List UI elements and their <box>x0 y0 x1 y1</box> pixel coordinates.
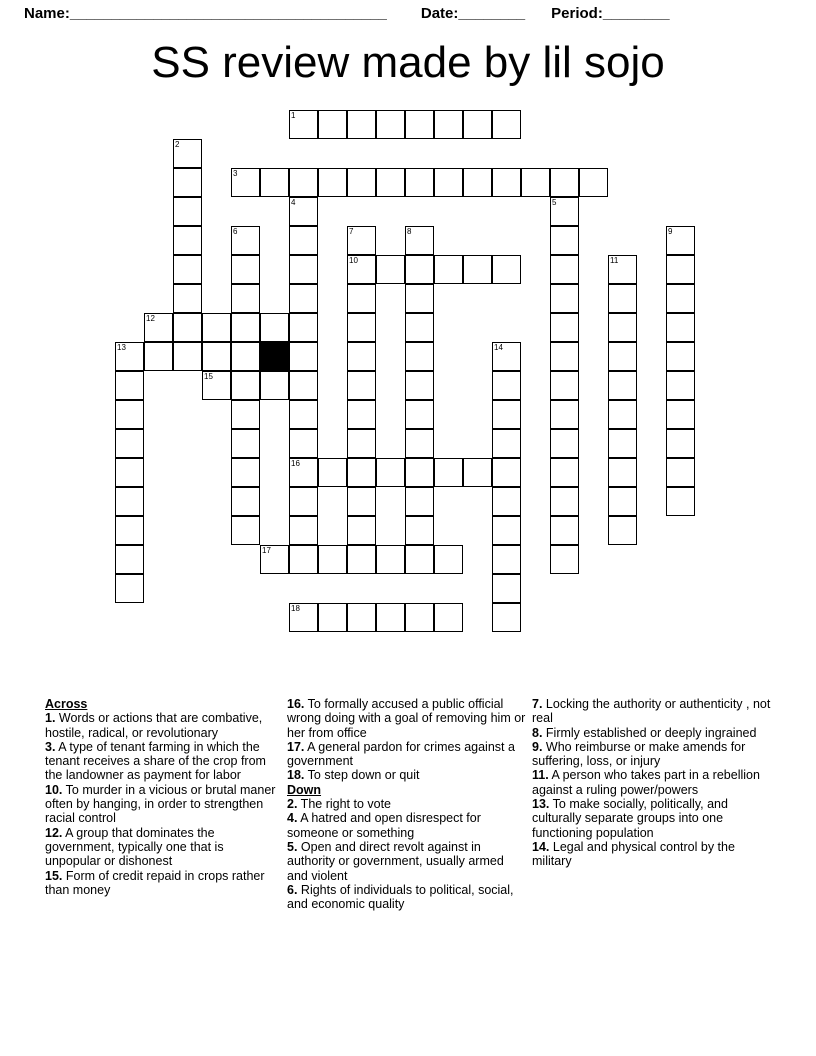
date-blank[interactable]: ________ <box>458 4 526 22</box>
grid-cell[interactable] <box>666 371 695 400</box>
clue-number: 10. <box>45 782 63 797</box>
clue-item: 2. The right to vote <box>287 797 392 812</box>
clue-item: 5. Open and direct revolt against in authority or government, usually armed and violent <box>287 839 504 883</box>
grid-cell[interactable] <box>144 313 173 342</box>
grid-cell[interactable] <box>434 110 463 139</box>
clue-number: 14. <box>532 839 550 854</box>
grid-cell-number: 3 <box>233 169 238 178</box>
grid-cell[interactable] <box>608 516 637 545</box>
grid-cell[interactable] <box>550 516 579 545</box>
grid-cell[interactable] <box>347 487 376 516</box>
grid-cell[interactable] <box>202 371 231 400</box>
grid-cell[interactable] <box>173 226 202 255</box>
grid-cell[interactable] <box>550 371 579 400</box>
clue-item: 17. A general pardon for crimes against a government <box>287 739 515 769</box>
grid-cell[interactable] <box>318 603 347 632</box>
grid-cell[interactable] <box>405 516 434 545</box>
grid-cell[interactable] <box>405 545 434 574</box>
grid-cell[interactable] <box>260 545 289 574</box>
across-heading: Across <box>45 697 88 711</box>
grid-cell[interactable] <box>492 545 521 574</box>
clue-item: 8. Firmly established or deeply ingrained <box>532 725 757 740</box>
grid-cell[interactable] <box>579 168 608 197</box>
grid-cell[interactable] <box>144 342 173 371</box>
name-blank[interactable]: ______________________________________ <box>69 4 387 22</box>
grid-cell[interactable] <box>463 255 492 284</box>
grid-cell[interactable] <box>666 313 695 342</box>
clue-item: 11. A person who takes part in a rebellion against a ruling power/powers <box>532 768 760 797</box>
grid-cell[interactable] <box>202 342 231 371</box>
grid-cell[interactable] <box>434 458 463 487</box>
grid-cell[interactable] <box>608 458 637 487</box>
grid-cell[interactable] <box>318 458 347 487</box>
grid-cell[interactable] <box>405 429 434 458</box>
clue-number: 11. <box>532 768 549 783</box>
grid-cell[interactable] <box>260 313 289 342</box>
grid-cell-number: 11 <box>610 256 619 265</box>
grid-cell[interactable] <box>347 226 376 255</box>
down-heading: Down <box>287 782 322 797</box>
grid-cell[interactable] <box>434 168 463 197</box>
grid-cell[interactable] <box>608 313 637 342</box>
grid-cell[interactable] <box>115 400 144 429</box>
grid-cell[interactable] <box>550 168 579 197</box>
grid-cell[interactable] <box>231 458 260 487</box>
grid-cell[interactable] <box>115 371 144 400</box>
grid-cell[interactable] <box>231 313 260 342</box>
grid-cell[interactable] <box>666 429 695 458</box>
period-label: Period: <box>551 4 603 22</box>
grid-cell[interactable] <box>115 574 144 603</box>
grid-cell[interactable] <box>550 342 579 371</box>
grid-cell[interactable] <box>289 226 318 255</box>
grid-cell[interactable] <box>492 458 521 487</box>
grid-cell[interactable] <box>666 487 695 516</box>
clue-number: 16. <box>287 697 305 711</box>
grid-cell-blocked <box>260 342 289 371</box>
clue-number: 12. <box>45 825 63 840</box>
clue-item: 13. To make socially, politically, and culturally separate groups into one functioning population <box>532 797 728 840</box>
student-info-header <box>0 0 816 26</box>
grid-cell[interactable] <box>550 255 579 284</box>
grid-cell[interactable] <box>289 110 318 139</box>
clue-item: 18. To step down or quit <box>287 768 420 783</box>
grid-cell[interactable] <box>463 168 492 197</box>
clue-number: 9. <box>532 739 543 754</box>
grid-cell[interactable] <box>231 168 260 197</box>
grid-cell[interactable] <box>289 516 318 545</box>
grid-cell[interactable] <box>405 168 434 197</box>
grid-cell[interactable] <box>376 545 405 574</box>
clue-number: 5. <box>287 839 298 854</box>
clue-item: 12. A group that dominates the government, typically one that is unpopular or dishonest <box>45 825 224 869</box>
grid-cell[interactable] <box>376 110 405 139</box>
grid-cell[interactable] <box>608 284 637 313</box>
grid-cell[interactable] <box>492 168 521 197</box>
grid-cell[interactable] <box>608 487 637 516</box>
grid-cell[interactable] <box>550 313 579 342</box>
grid-cell[interactable] <box>318 110 347 139</box>
page-title: SS review made by lil sojo <box>151 38 665 87</box>
clue-number: 3. <box>45 739 56 754</box>
grid-cell[interactable] <box>666 226 695 255</box>
grid-cell[interactable] <box>405 226 434 255</box>
grid-cell[interactable] <box>115 429 144 458</box>
grid-cell[interactable] <box>666 458 695 487</box>
grid-cell[interactable] <box>492 342 521 371</box>
grid-cell[interactable] <box>434 545 463 574</box>
grid-cell[interactable] <box>608 342 637 371</box>
grid-cell[interactable] <box>492 429 521 458</box>
down-clue-list-part2 <box>532 697 775 869</box>
grid-cell[interactable] <box>289 400 318 429</box>
grid-cell[interactable] <box>550 429 579 458</box>
clue-item: 4. A hatred and open disrespect for someone or something <box>287 811 481 840</box>
clue-item: 14. Legal and physical control by the military <box>532 839 735 869</box>
grid-cell[interactable] <box>347 168 376 197</box>
clue-item: 3. A type of tenant farming in which the tenant receives a share of the crop from the landowner as payment for labor <box>45 739 266 783</box>
crossword-grid[interactable] <box>0 105 816 675</box>
grid-cell-number: 1 <box>291 111 296 120</box>
grid-cell-number: 2 <box>175 140 180 149</box>
clues-section <box>45 697 775 972</box>
grid-cell[interactable] <box>347 516 376 545</box>
grid-cell[interactable] <box>289 342 318 371</box>
clues-column-1 <box>45 697 277 897</box>
grid-cell[interactable] <box>608 371 637 400</box>
down-clue-list-part1 <box>287 797 527 911</box>
clue-item: 9. Who reimburse or make amends for suffering, loss, or injury <box>532 739 746 769</box>
grid-cell[interactable] <box>318 168 347 197</box>
grid-cell[interactable] <box>231 226 260 255</box>
grid-cell[interactable] <box>550 458 579 487</box>
grid-cell[interactable] <box>463 458 492 487</box>
grid-cell[interactable] <box>289 487 318 516</box>
grid-cell[interactable] <box>347 342 376 371</box>
grid-cell[interactable] <box>231 342 260 371</box>
grid-cell[interactable] <box>405 110 434 139</box>
grid-cell[interactable] <box>347 371 376 400</box>
clue-number: 7. <box>532 697 543 711</box>
grid-cell[interactable] <box>115 487 144 516</box>
grid-cell-number: 17 <box>262 546 271 555</box>
across-clue-list-part2 <box>287 697 527 783</box>
grid-cell[interactable] <box>550 284 579 313</box>
grid-cell[interactable] <box>608 400 637 429</box>
grid-cell-number: 6 <box>233 227 238 236</box>
grid-cell[interactable] <box>666 400 695 429</box>
grid-cell[interactable] <box>405 342 434 371</box>
clue-number: 2. <box>287 797 298 812</box>
grid-cell[interactable] <box>492 371 521 400</box>
clue-number: 4. <box>287 811 298 826</box>
clue-number: 13. <box>532 797 550 812</box>
clue-number: 8. <box>532 725 543 740</box>
grid-cell[interactable] <box>492 255 521 284</box>
grid-cell[interactable] <box>347 255 376 284</box>
grid-cell[interactable] <box>289 545 318 574</box>
clue-item: 6. Rights of individuals to political, social, and economic quality <box>287 882 514 912</box>
grid-cell[interactable] <box>405 313 434 342</box>
grid-cell-number: 10 <box>349 256 358 265</box>
grid-cell[interactable] <box>405 487 434 516</box>
grid-cell[interactable] <box>492 400 521 429</box>
clue-number: 6. <box>287 882 298 897</box>
grid-cell-number: 5 <box>552 198 557 207</box>
grid-cell[interactable] <box>289 168 318 197</box>
grid-cell[interactable] <box>202 313 231 342</box>
grid-cell[interactable] <box>115 458 144 487</box>
grid-cell[interactable] <box>231 255 260 284</box>
clue-number: 18. <box>287 768 305 783</box>
grid-cell-number: 12 <box>146 314 155 323</box>
grid-cell[interactable] <box>347 284 376 313</box>
grid-cell[interactable] <box>550 545 579 574</box>
grid-cell[interactable] <box>347 545 376 574</box>
grid-cell[interactable] <box>347 429 376 458</box>
grid-cell[interactable] <box>550 197 579 226</box>
grid-cell[interactable] <box>231 371 260 400</box>
clues-column-3 <box>532 697 775 869</box>
grid-cell[interactable] <box>405 603 434 632</box>
grid-cell-number: 16 <box>291 459 300 468</box>
grid-cell[interactable] <box>405 400 434 429</box>
grid-cell[interactable] <box>173 197 202 226</box>
grid-cell[interactable] <box>405 284 434 313</box>
date-label: Date: <box>420 4 459 22</box>
grid-cell[interactable] <box>347 110 376 139</box>
grid-cell-number: 18 <box>291 604 300 613</box>
clues-column-2 <box>287 697 527 911</box>
grid-cell[interactable] <box>550 226 579 255</box>
grid-cell[interactable] <box>347 400 376 429</box>
grid-cell[interactable] <box>115 545 144 574</box>
grid-cell-number: 13 <box>117 343 126 352</box>
grid-cell[interactable] <box>231 284 260 313</box>
grid-cell[interactable] <box>173 313 202 342</box>
grid-cell[interactable] <box>405 458 434 487</box>
grid-cell[interactable] <box>173 255 202 284</box>
grid-cell[interactable] <box>550 487 579 516</box>
grid-cell[interactable] <box>376 458 405 487</box>
grid-cell[interactable] <box>376 168 405 197</box>
across-clue-list-part1 <box>45 711 277 897</box>
grid-cell[interactable] <box>260 371 289 400</box>
grid-cell[interactable] <box>289 284 318 313</box>
grid-cell-number: 15 <box>204 372 213 381</box>
grid-cell[interactable] <box>289 313 318 342</box>
grid-cell-number: 9 <box>668 227 673 236</box>
grid-cell[interactable] <box>318 545 347 574</box>
grid-cell[interactable] <box>289 197 318 226</box>
grid-cell[interactable] <box>434 255 463 284</box>
grid-cell[interactable] <box>492 603 521 632</box>
grid-cell[interactable] <box>405 255 434 284</box>
clue-item: 16. To formally accused a public official wrong doing with a goal of removing him or her from office <box>287 697 526 740</box>
grid-cell[interactable] <box>376 255 405 284</box>
grid-cell[interactable] <box>666 255 695 284</box>
grid-cell[interactable] <box>666 284 695 313</box>
grid-cell[interactable] <box>173 284 202 313</box>
grid-cell[interactable] <box>231 487 260 516</box>
clue-item: 15. Form of credit repaid in crops rather than money <box>45 868 265 897</box>
grid-cell[interactable] <box>289 371 318 400</box>
grid-cell[interactable] <box>492 516 521 545</box>
grid-cell[interactable] <box>289 429 318 458</box>
grid-cell[interactable] <box>347 458 376 487</box>
grid-cell[interactable] <box>289 603 318 632</box>
grid-cell[interactable] <box>173 342 202 371</box>
clue-number: 15. <box>45 868 63 883</box>
grid-cell-number: 8 <box>407 227 412 236</box>
grid-cell-number: 4 <box>291 198 296 207</box>
grid-cell[interactable] <box>521 168 550 197</box>
grid-cell[interactable] <box>115 342 144 371</box>
grid-cell[interactable] <box>550 400 579 429</box>
grid-cell[interactable] <box>289 255 318 284</box>
name-label: Name: <box>24 4 70 22</box>
grid-cell[interactable] <box>347 313 376 342</box>
grid-cell-number: 7 <box>349 227 354 236</box>
grid-cell[interactable] <box>376 603 405 632</box>
grid-cell[interactable] <box>434 603 463 632</box>
grid-cell[interactable] <box>260 168 289 197</box>
grid-cell[interactable] <box>289 458 318 487</box>
grid-cell[interactable] <box>115 516 144 545</box>
grid-cell[interactable] <box>231 400 260 429</box>
grid-cell[interactable] <box>231 516 260 545</box>
grid-cell[interactable] <box>463 110 492 139</box>
clue-item: 7. Locking the authority or authenticity , not real <box>532 697 771 726</box>
grid-cell[interactable] <box>347 603 376 632</box>
grid-cell[interactable] <box>173 139 202 168</box>
clue-item: 10. To murder in a vicious or brutal maner often by hanging, in order to strengthen racial control <box>45 782 276 826</box>
grid-cell[interactable] <box>492 574 521 603</box>
grid-cell[interactable] <box>405 371 434 400</box>
grid-cell[interactable] <box>231 429 260 458</box>
grid-cell[interactable] <box>666 342 695 371</box>
grid-cell[interactable] <box>608 255 637 284</box>
clue-number: 17. <box>287 739 305 754</box>
grid-cell[interactable] <box>173 168 202 197</box>
clue-number: 1. <box>45 711 56 726</box>
grid-cell[interactable] <box>492 487 521 516</box>
grid-cell[interactable] <box>492 110 521 139</box>
period-blank[interactable]: ________ <box>602 4 670 22</box>
grid-cell-number: 14 <box>494 343 503 352</box>
clue-item: 1. Words or actions that are combative, hostile, radical, or revolutionary <box>45 711 263 740</box>
grid-cell[interactable] <box>608 429 637 458</box>
